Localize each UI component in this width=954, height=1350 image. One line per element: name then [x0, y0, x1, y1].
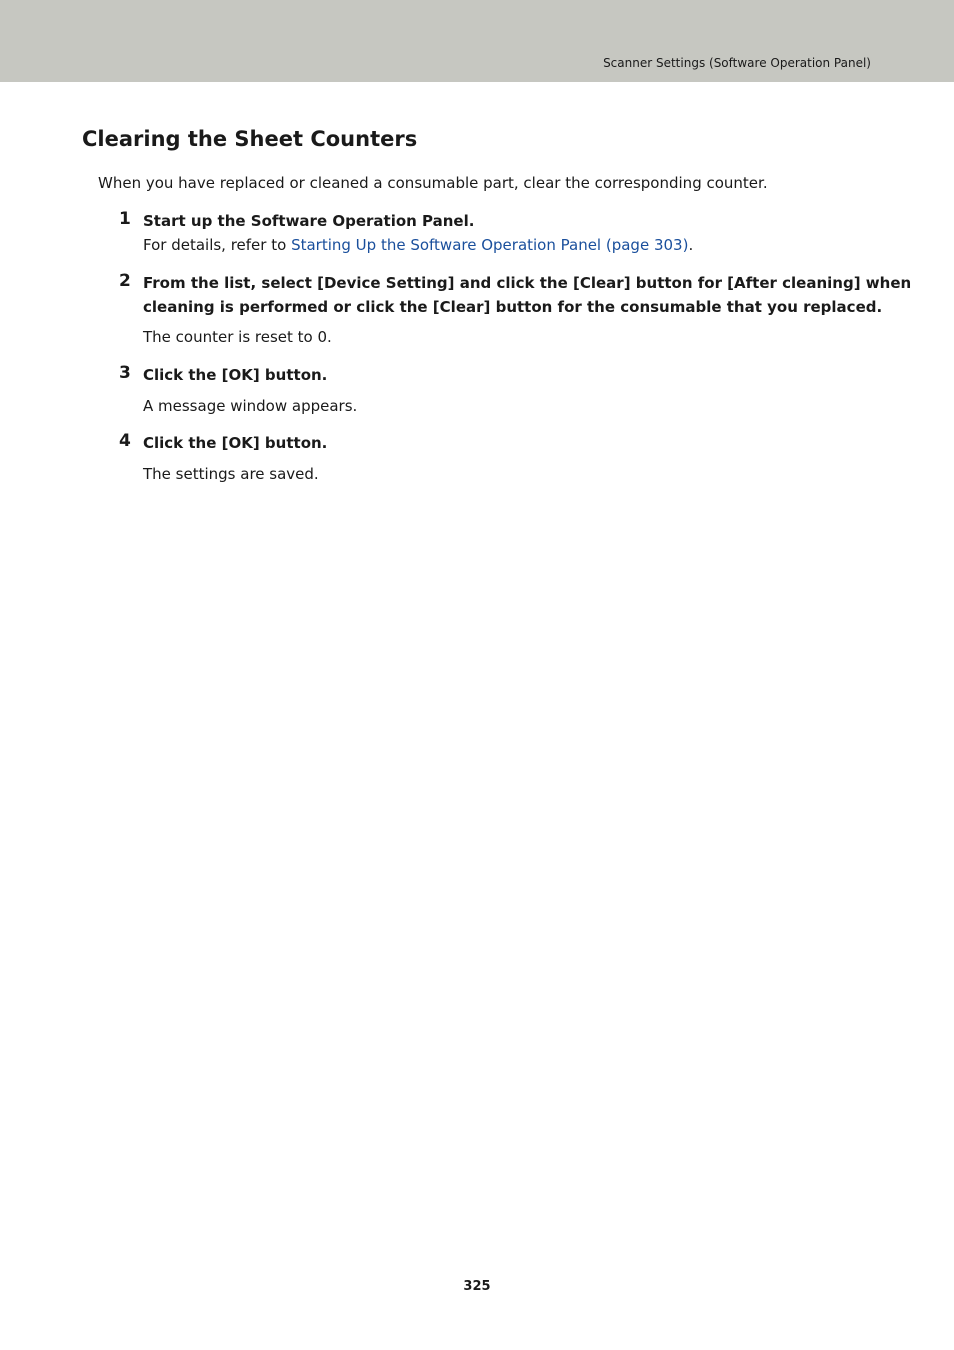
starting-up-link[interactable]: Starting Up the Software Operation Panel (page 303): [291, 236, 689, 254]
step-4-body: The settings are saved.: [143, 465, 319, 483]
step-1-number: 1: [119, 209, 131, 229]
step-2-number: 2: [119, 271, 131, 291]
step-3-title: Click the [OK] button.: [143, 366, 328, 384]
header-section-title: Scanner Settings (Software Operation Panel): [603, 56, 871, 70]
step-2-title-line1: From the list, select [Device Setting] and click the [Clear] button for [After cleaning] when: [143, 274, 912, 292]
step-2-body: The counter is reset to 0.: [143, 328, 332, 346]
step-2-title-line2: cleaning is performed or click the [Clear] button for the consumable that you replaced.: [143, 298, 883, 316]
step-4-number: 4: [119, 431, 131, 451]
step-3-body: A message window appears.: [143, 397, 358, 415]
step-1-title: Start up the Software Operation Panel.: [143, 212, 475, 230]
step-1-body: [143, 236, 693, 254]
intro-text: When you have replaced or cleaned a consumable part, clear the corresponding counter.: [98, 174, 768, 192]
step-1-body-prefix: For details, refer to: [143, 236, 292, 254]
step-4-title: Click the [OK] button.: [143, 434, 328, 452]
page-number: 325: [463, 1279, 491, 1294]
step-3-number: 3: [119, 363, 131, 383]
page-title: Clearing the Sheet Counters: [82, 127, 418, 151]
step-1-body-suffix: .: [688, 236, 694, 254]
